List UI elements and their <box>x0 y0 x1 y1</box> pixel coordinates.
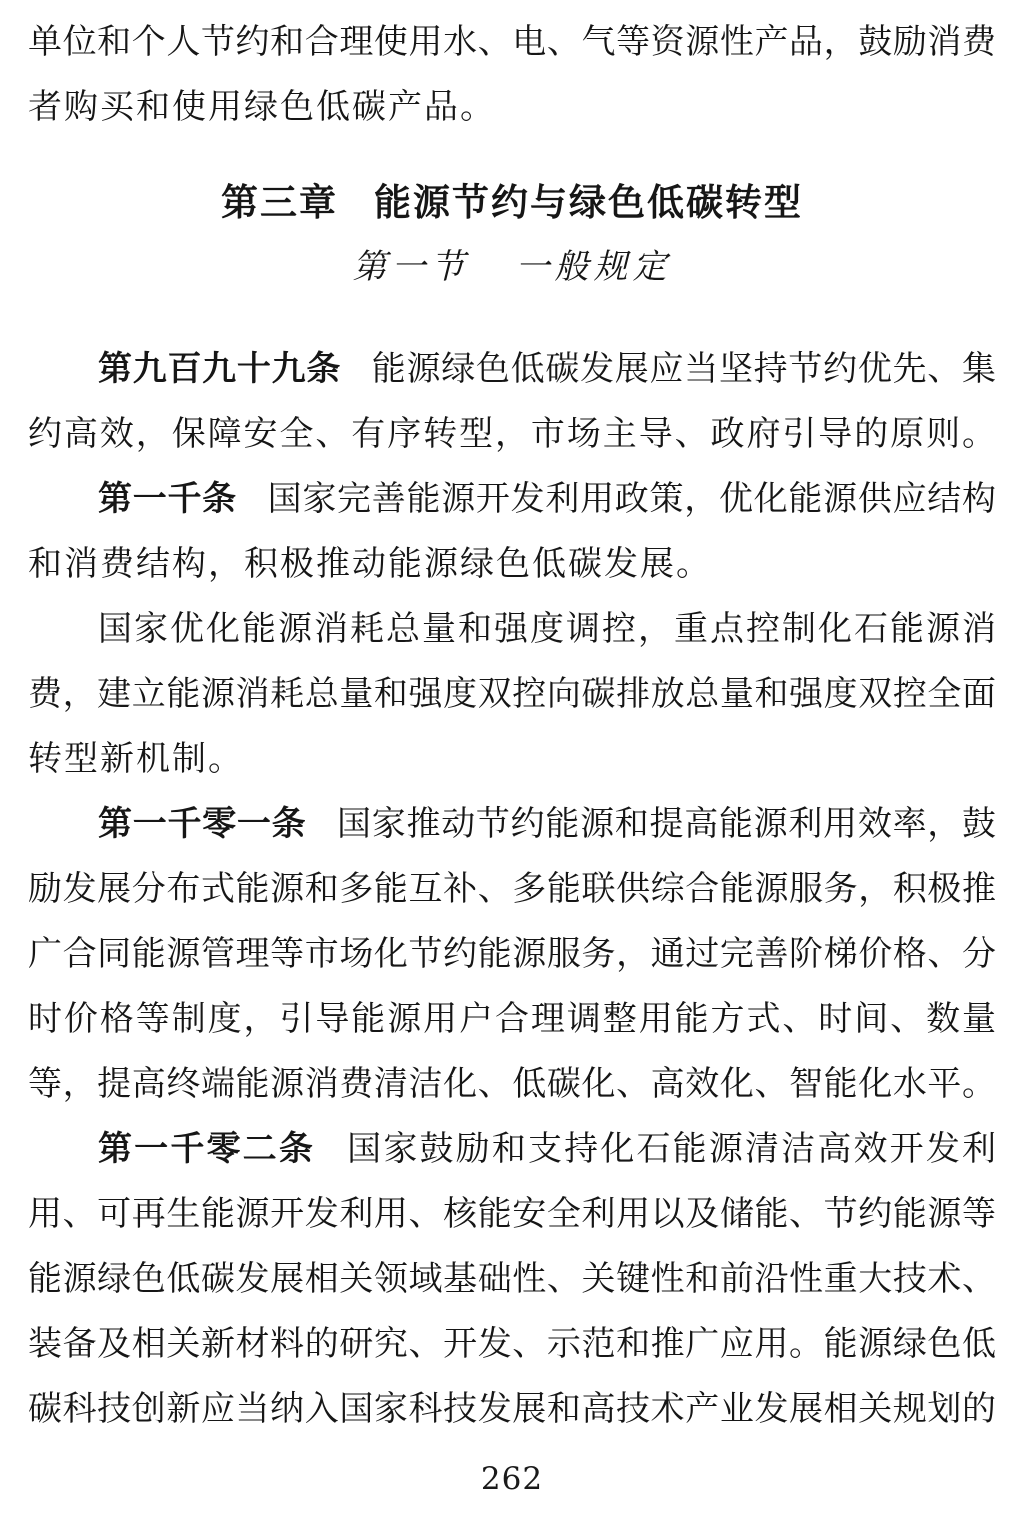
chapter-heading <box>28 170 996 235</box>
article-1002-line-2: 用、可再生能源开发利用、核能安全利用以及储能、节约能源等 <box>28 1194 996 1234</box>
article-1000-para-2-line-3: 转型新机制。 <box>28 739 244 779</box>
article-1002-text: 国家鼓励和支持化石能源清洁高效开发利 <box>345 1129 996 1169</box>
article-1000-number: 第一千条 <box>98 479 237 519</box>
article-999-line-2: 约高效，保障安全、有序转型，市场主导、政府引导的原则。 <box>28 414 996 454</box>
article-1000-para-2-line-1: 国家优化能源消耗总量和强度调控，重点控制化石能源消 <box>98 609 996 649</box>
article-1001-number: 第一千零一条 <box>98 804 307 844</box>
article-999-text: 能源绿色低碳发展应当坚持节约优先、集 <box>371 349 996 389</box>
chapter-title: 能源节约与绿色低碳转型 <box>374 181 803 224</box>
intro-paragraph-line-1: 单位和个人节约和合理使用水、电、气等资源性产品，鼓励消费 <box>28 22 996 62</box>
article-1000-line-2: 和消费结构，积极推动能源绿色低碳发展。 <box>28 544 712 584</box>
text-column <box>28 10 996 1442</box>
heading-body-spacer <box>28 300 996 337</box>
article-1002-line-3: 能源绿色低碳发展相关领域基础性、关键性和前沿性重大技术、 <box>28 1259 996 1299</box>
article-1001-line-5: 等，提高终端能源消费清洁化、低碳化、高效化、智能化水平。 <box>28 1064 996 1104</box>
article-1001-line-2: 励发展分布式能源和多能互补、多能联供综合能源服务，积极推 <box>28 869 996 909</box>
article-1002-line-1 <box>28 1117 996 1182</box>
article-999-line-1 <box>28 337 996 402</box>
chapter-number: 第三章 <box>221 181 338 224</box>
article-1002-line-5: 碳科技创新应当纳入国家科技发展和高技术产业发展相关规划的 <box>28 1389 996 1429</box>
article-1000-text: 国家完善能源开发利用政策，优化能源供应结构 <box>266 479 996 519</box>
page-number: 262 <box>480 1461 544 1497</box>
section-title: 一般规定 <box>515 247 672 287</box>
section-number: 第一节 <box>352 247 470 287</box>
article-1001-line-1 <box>28 792 996 857</box>
article-1001-line-4: 时价格等制度，引导能源用户合理调整用能方式、时间、数量 <box>28 999 996 1039</box>
intro-paragraph-line-2: 者购买和使用绿色低碳产品。 <box>28 87 496 127</box>
article-1000-line-1 <box>28 467 996 532</box>
article-1001-text: 国家推动节约能源和提高能源利用效率，鼓 <box>336 804 996 844</box>
article-1000-para-2-line-2: 费，建立能源消耗总量和强度双控向碳排放总量和强度双控全面 <box>28 674 996 714</box>
article-1001-line-3: 广合同能源管理等市场化节约能源服务，通过完善阶梯价格、分 <box>28 934 996 974</box>
article-999-number: 第九百九十九条 <box>98 349 342 389</box>
article-1002-line-4: 装备及相关新材料的研究、开发、示范和推广应用。能源绿色低 <box>28 1324 996 1364</box>
article-1002-number: 第一千零二条 <box>98 1129 315 1169</box>
section-heading <box>28 235 996 300</box>
